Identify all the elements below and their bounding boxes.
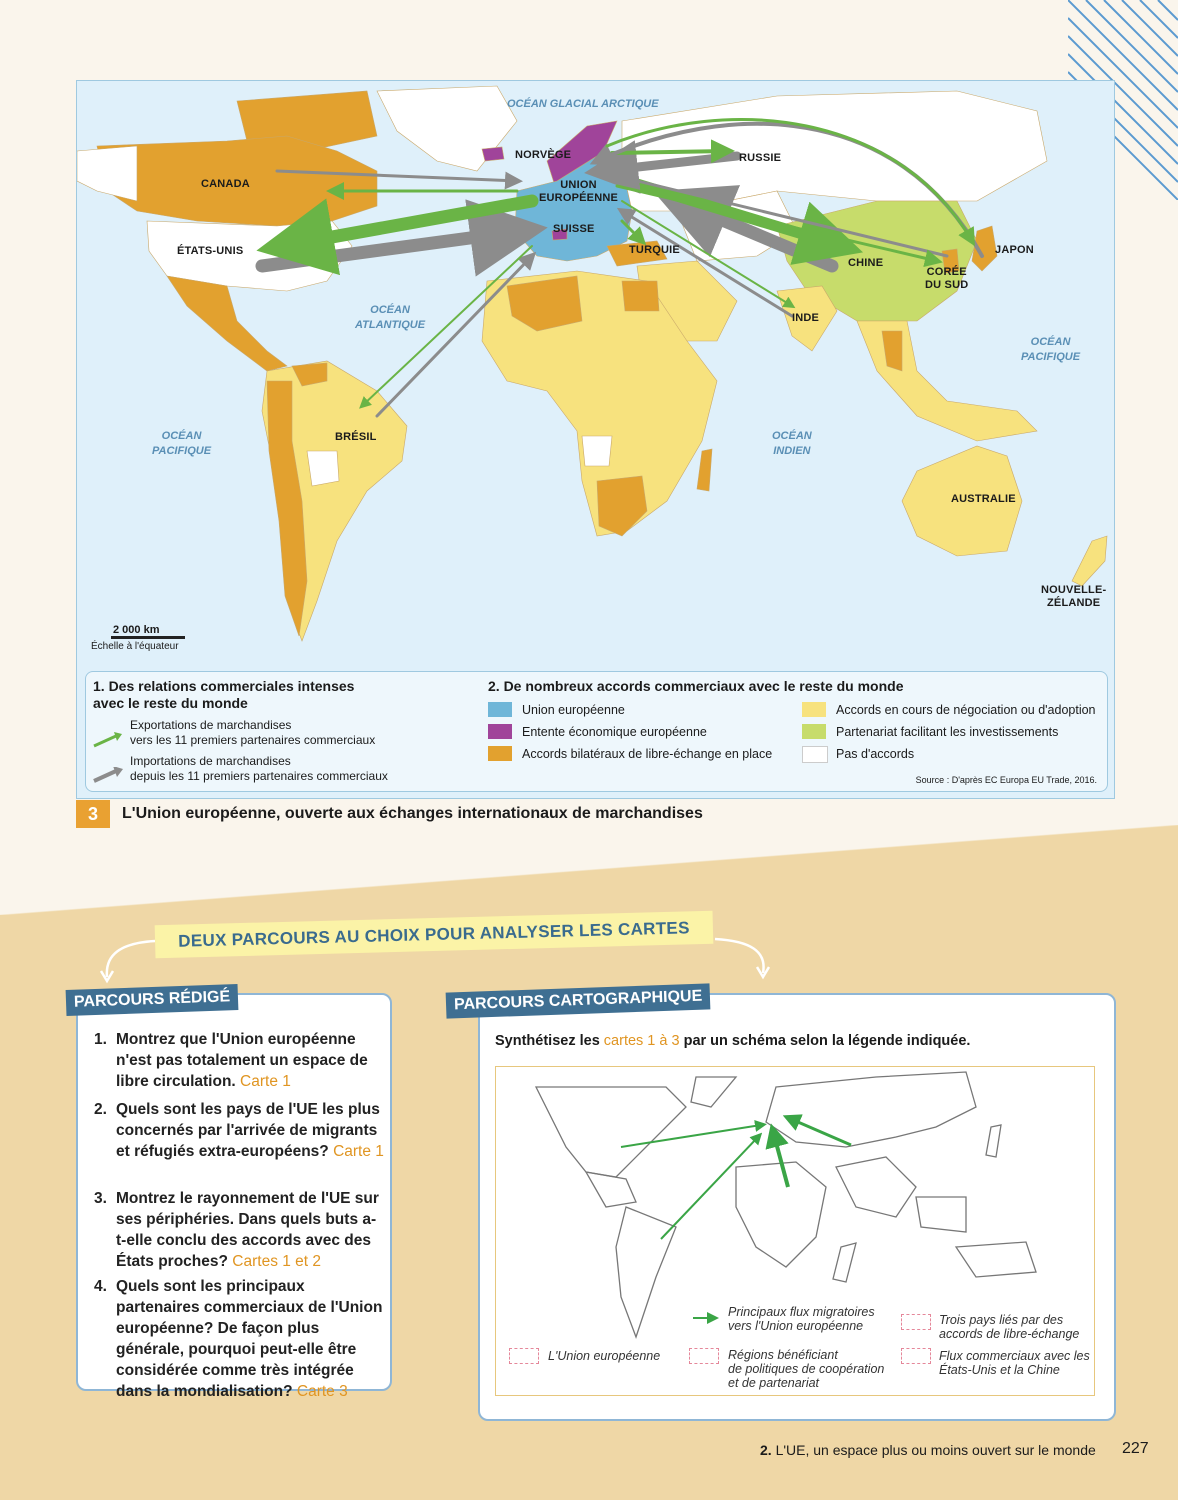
import-arrow-icon [92,767,124,783]
page-number: 227 [1122,1440,1149,1457]
label-ocean-pacific-west: OCÉAN PACIFIQUE [152,430,212,457]
madagascar [697,449,712,491]
swatch-eu [488,702,512,717]
scale-note: Échelle à l'équateur [91,641,179,652]
figure-number: 3 [76,800,110,828]
label-norway: NORVÈGE [515,149,572,161]
legend-item-eu: Union européenne [522,703,625,717]
label-ocean-arctic: OCÉAN GLACIAL ARCTIQUE [507,98,659,110]
parcours-redige-card [76,993,392,1400]
label-turkey: TURQUIE [629,244,680,256]
instr-before: Synthétisez les [495,1033,600,1049]
scale-value: 2 000 km [113,624,160,636]
question-3 [94,1188,386,1272]
schema-box-free-trade [901,1314,931,1330]
question-1-number: 1. [94,1031,107,1048]
legend-part2-title: 2. De nombreux accords commerciaux avec le reste du monde [488,678,904,694]
schema-drawing [496,1067,1094,1395]
question-2-number: 2. [94,1101,107,1118]
schema-box-cooperation [689,1348,719,1364]
swatch-partnership [802,724,826,739]
figure-caption: L'Union européenne, ouverte aux échanges internationaux de marchandises [122,805,703,822]
legend-item-eee: Entente économique européenne [522,725,707,739]
question-4 [94,1276,386,1402]
bolivia [307,451,339,486]
instr-ref: cartes 1 à 3 [603,1033,680,1049]
alaska [77,146,137,201]
label-china: CHINE [848,257,884,269]
page-footer [760,1442,1096,1458]
world-map [76,80,1115,799]
egypt [622,281,659,311]
question-1-ref: Carte 1 [240,1073,291,1090]
carto-instruction [495,1033,970,1049]
question-4-ref: Carte 3 [296,1383,348,1400]
label-ocean-pacific-east: OCÉAN PACIFIQUE [1021,336,1081,363]
export-arrow-icon [92,732,124,748]
footer-chapter-title: L'UE, un espace plus ou moins ouvert sur le monde [775,1442,1096,1458]
question-1-text: Montrez que l'Union européenne n'est pas totalement un espace de libre circulation. [116,1031,368,1090]
schema-legend-trade-flows: Flux commerciaux avec les États-Unis et la Chine [939,1349,1090,1377]
schema-legend-cooperation: Régions bénéficiant de politiques de coopération et de partenariat [728,1348,885,1390]
schema-legend-free-trade: Trois pays liés par des accords de libre-échange [939,1313,1080,1341]
map-legend [85,671,1108,792]
schema-box-trade-flows [901,1348,931,1364]
question-2 [94,1099,386,1162]
label-russia: RUSSIE [739,152,782,164]
schema-frame [495,1066,1095,1396]
question-4-text: Quels sont les principaux partenaires commerciaux de l'Union européenne? De façon plus générale, pourquoi peut-elle être considérée comme très intégrée dans la mondialisation? [116,1278,383,1400]
swatch-none [802,746,828,763]
schema-box-eu [509,1348,539,1364]
label-brazil: BRÉSIL [335,431,377,443]
schema-legend-migration: Principaux flux migratoires vers l'Union européenne [728,1305,875,1333]
question-4-number: 4. [94,1278,107,1295]
question-3-number: 3. [94,1190,107,1207]
label-usa: ÉTATS-UNIS [177,245,244,257]
legend-item-negotiation: Accords en cours de négociation ou d'adoption [836,703,1096,717]
mexico [167,276,287,371]
south-africa [597,476,647,536]
schema-legend-eu: L'Union européenne [548,1349,661,1363]
legend-item-bilateral: Accords bilatéraux de libre-échange en place [522,747,773,761]
label-australia: AUSTRALIE [951,493,1016,505]
footer-chapter-number: 2. [760,1442,772,1458]
label-japan: JAPON [995,244,1034,256]
swatch-bilateral [488,746,512,761]
map-scale [91,624,185,652]
new-zealand [1072,536,1107,586]
instr-after: par un schéma selon la légende indiquée. [683,1033,971,1049]
export-arrow-russia [612,151,727,153]
legend-part1-title: 1. Des relations commerciales intenses avec le reste du monde [93,678,355,711]
question-2-ref: Carte 1 [333,1143,384,1160]
question-1 [94,1029,386,1092]
legend-item-partnership: Partenariat facilitant les investissements [836,725,1059,739]
legend-item-none: Pas d'accords [836,747,915,761]
label-new-zealand: NOUVELLE- ZÉLANDE [1041,584,1107,609]
question-2-text: Quels sont les pays de l'UE les plus concernés par l'arrivée de migrants et réfugiés extra-européens? [116,1101,380,1160]
label-eu: UNION EUROPÉENNE [539,179,619,204]
swatch-negotiation [802,702,826,717]
label-ocean-atlantic: OCÉAN ATLANTIQUE [355,304,426,331]
scale-bar [111,636,185,639]
legend-import: Importations de marchandises depuis les 11 premiers partenaires commerciaux [130,754,388,783]
legend-export: Exportations de marchandises vers les 11 premiers partenaires commerciaux [130,718,376,747]
swatch-eee [488,724,512,739]
tab-parcours-redige: PARCOURS RÉDIGÉ [66,984,239,1016]
label-ocean-indian: OCÉAN INDIEN [772,430,812,457]
question-3-ref: Cartes 1 et 2 [232,1253,322,1270]
central-africa-gap [582,436,612,466]
question-3-text: Montrez le rayonnement de l'UE sur ses périphéries. Dans quels buts a-t-elle conclu des accords avec des États proches? [116,1190,379,1270]
label-canada: CANADA [201,178,250,190]
label-india: INDE [792,312,820,324]
map-source: Source : D'après EC Europa EU Trade, 2016. [915,775,1097,785]
iceland [482,147,504,161]
tab-parcours-carto: PARCOURS CARTOGRAPHIQUE [446,983,711,1018]
label-switzerland: SUISSE [553,223,595,235]
parcours-banner: DEUX PARCOURS AU CHOIX POUR ANALYSER LES CARTES [155,911,714,959]
label-korea: CORÉE DU SUD [925,266,969,291]
